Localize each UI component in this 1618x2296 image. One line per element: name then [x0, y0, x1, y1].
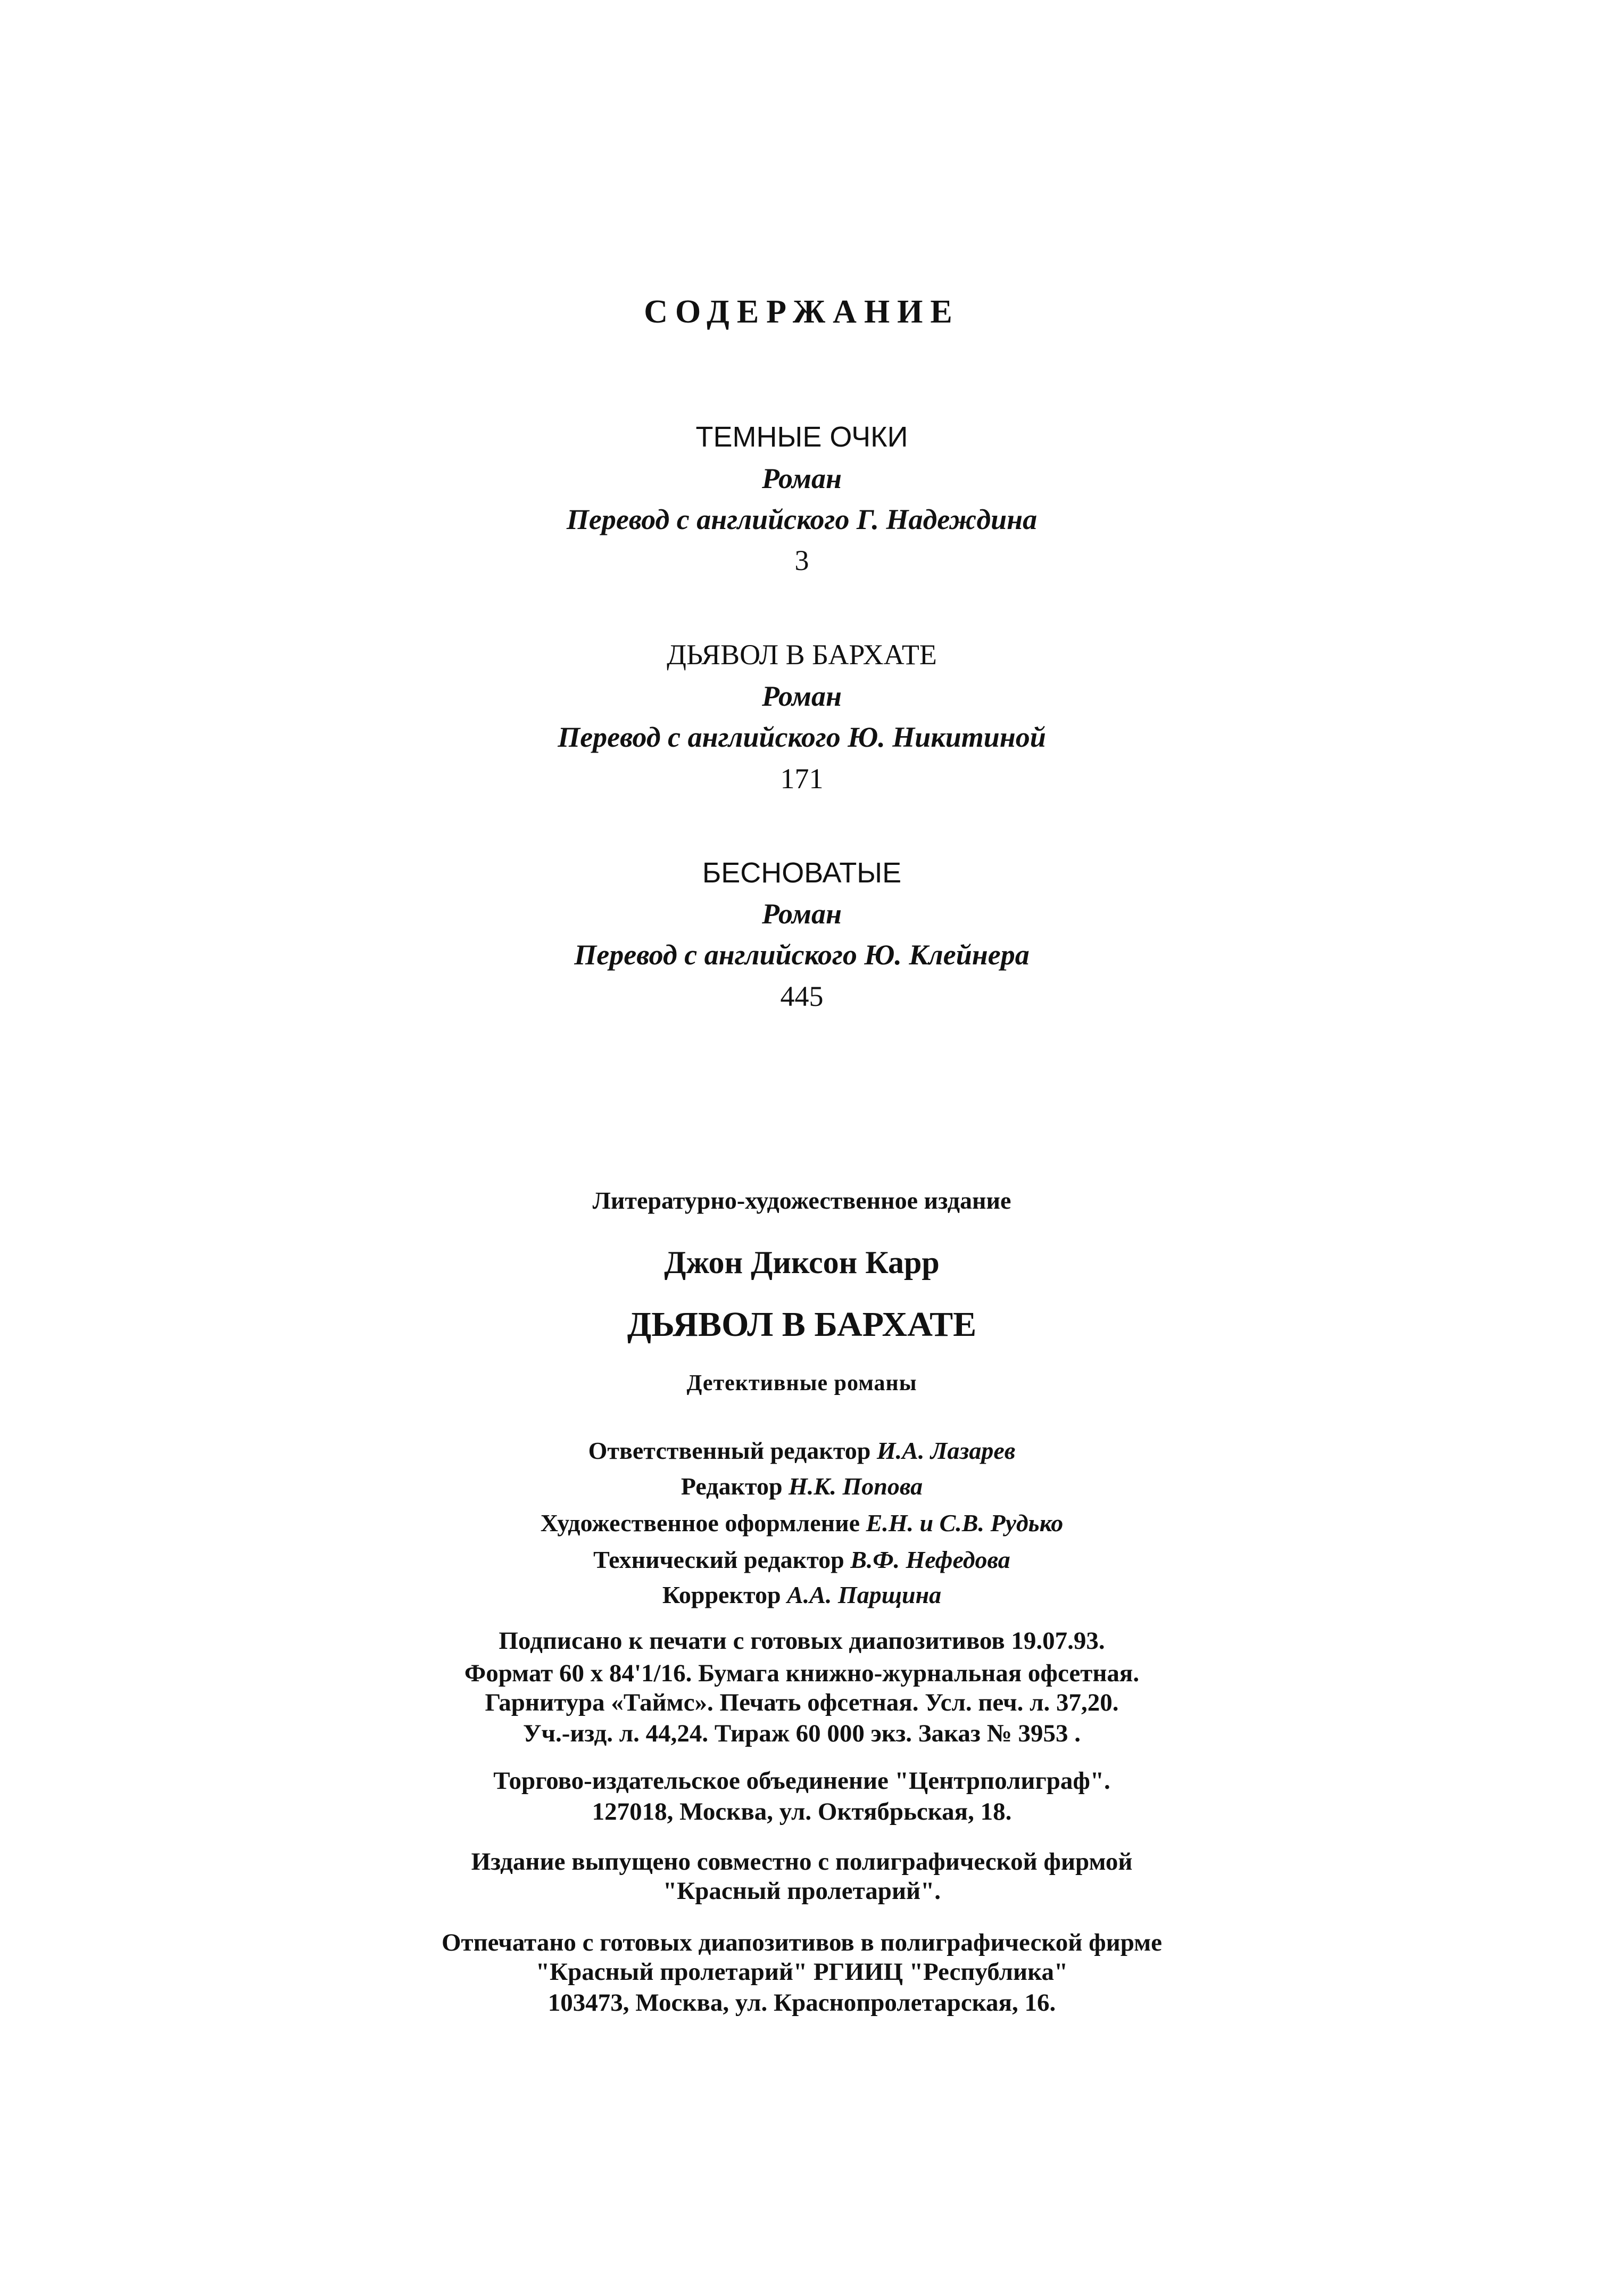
- credit-role: Технический редактор: [593, 1546, 844, 1573]
- contents-heading: СОДЕРЖАНИЕ: [644, 294, 960, 330]
- credit-name: И.А. Лазарев: [876, 1437, 1016, 1464]
- credit-line: [0, 1471, 1604, 1502]
- work-genre: Роман: [762, 898, 842, 930]
- print-detail-line: Уч.-изд. л. 44,24. Тираж 60 000 экз. Заказ № 3953 .: [522, 1720, 1081, 1747]
- book-subtitle: Детективные романы: [686, 1371, 917, 1395]
- print-detail-line: Гарнитура «Таймс». Печать офсетная. Усл. печ. л. 37,20.: [485, 1689, 1119, 1716]
- credit-name: Е.Н. и С.В. Рудько: [866, 1509, 1064, 1537]
- print-detail-line: Подписано к печати с готовых диапозитивов 19.07.93.: [499, 1627, 1105, 1655]
- work-translation: Перевод с английского Ю. Никитиной: [558, 721, 1046, 753]
- credit-line: [0, 1435, 1604, 1467]
- work-page: 171: [780, 763, 824, 795]
- joint-edition-line: Издание выпущено совместно с полиграфической фирмой: [471, 1848, 1133, 1876]
- work-title: ТЕМНЫЕ ОЧКИ: [695, 421, 908, 453]
- publisher-line: Торгово-издательское объединение "Центрполиграф".: [493, 1767, 1110, 1795]
- work-title: БЕСНОВАТЫЕ: [702, 857, 902, 889]
- credit-role: Редактор: [681, 1473, 783, 1500]
- credit-line: [0, 1544, 1604, 1576]
- printer-line: "Красный пролетарий" РГИИЦ "Республика": [535, 1958, 1068, 1986]
- author: Джон Диксон Карр: [664, 1245, 940, 1280]
- printer-line: Отпечатано с готовых диапозитивов в полиграфической фирме: [441, 1929, 1163, 1956]
- work-genre: Роман: [762, 680, 842, 712]
- work-translation: Перевод с английского Ю. Клейнера: [574, 939, 1030, 971]
- credit-line: [0, 1579, 1604, 1611]
- credit-role: Художественное оформление: [540, 1509, 860, 1537]
- joint-edition-line: "Красный пролетарий".: [663, 1877, 941, 1905]
- work-page: 3: [794, 544, 809, 576]
- work-title: ДЬЯВОЛ В БАРХАТЕ: [667, 639, 937, 671]
- work-page: 445: [780, 980, 824, 1012]
- credit-role: Корректор: [662, 1581, 781, 1608]
- credit-name: А.А. Парщина: [787, 1581, 942, 1608]
- credit-name: Н.К. Попова: [789, 1473, 923, 1500]
- printer-line: 103473, Москва, ул. Краснопролетарская, 16.: [547, 1989, 1056, 2017]
- book-title: ДЬЯВОЛ В БАРХАТЕ: [627, 1305, 977, 1344]
- print-detail-line: Формат 60 x 84'1/16. Бумага книжно-журнальная офсетная.: [464, 1659, 1140, 1687]
- credit-line: [0, 1507, 1604, 1539]
- publisher-line: 127018, Москва, ул. Октябрьская, 18.: [592, 1798, 1012, 1826]
- work-genre: Роман: [762, 462, 842, 494]
- credit-role: Ответственный редактор: [588, 1437, 871, 1464]
- work-translation: Перевод с английского Г. Надеждина: [566, 503, 1038, 535]
- edition-type: Литературно-художественное издание: [592, 1187, 1011, 1214]
- credit-name: В.Ф. Нефедова: [850, 1546, 1010, 1573]
